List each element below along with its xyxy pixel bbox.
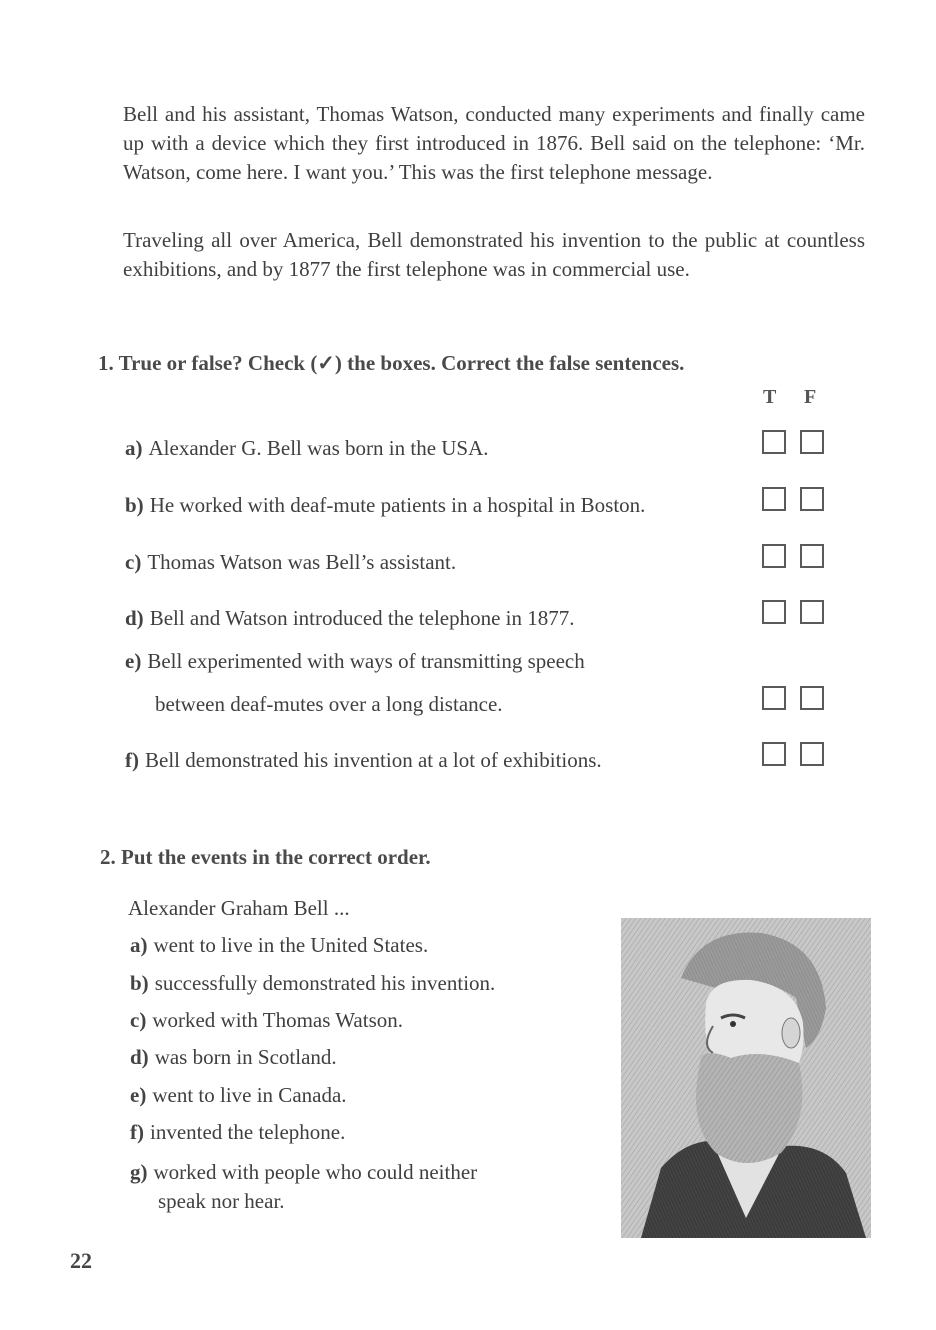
- event-f: [130, 1120, 345, 1145]
- statement-text: Bell experimented with ways of transmitting speech: [147, 649, 585, 673]
- false-checkbox-e[interactable]: [800, 686, 824, 710]
- statement-text: Thomas Watson was Bell’s assistant.: [147, 550, 457, 574]
- event-text: worked with people who could neither: [153, 1160, 478, 1184]
- page-number: 22: [70, 1248, 92, 1273]
- statement-a: [125, 436, 489, 461]
- statement-d: [125, 606, 575, 631]
- event-letter: d): [130, 1045, 149, 1069]
- true-checkbox-f[interactable]: [762, 742, 786, 766]
- statement-letter: c): [125, 550, 142, 574]
- statement-text: Bell and Watson introduced the telephone in 1877.: [149, 606, 575, 630]
- event-text: worked with Thomas Watson.: [152, 1008, 404, 1032]
- event-letter: g): [130, 1160, 148, 1184]
- statement-text: Bell demonstrated his invention at a lot of exhibitions.: [145, 748, 602, 772]
- false-checkbox-d[interactable]: [800, 600, 824, 624]
- false-checkbox-a[interactable]: [800, 430, 824, 454]
- statement-letter: e): [125, 649, 142, 673]
- reading-paragraph-1: Bell and his assistant, Thomas Watson, conducted many experiments and finally came up with a device which they first introduced in 1876. Bell said on the telephone: ‘Mr. Watson, come here. I want you.’ This was the first telephone message.: [123, 102, 865, 184]
- event-e: [130, 1083, 347, 1108]
- statement-text: Alexander G. Bell was born in the USA.: [148, 436, 489, 460]
- event-text: successfully demonstrated his invention.: [154, 971, 496, 995]
- true-checkbox-d[interactable]: [762, 600, 786, 624]
- true-column-header: T: [763, 386, 777, 408]
- true-checkbox-e[interactable]: [762, 686, 786, 710]
- statement-letter: b): [125, 493, 144, 517]
- exercise-2-title: 2. Put the events in the correct order.: [100, 845, 431, 869]
- statement-text: He worked with deaf-mute patients in a hospital in Boston.: [149, 493, 646, 517]
- event-letter: e): [130, 1083, 147, 1107]
- exercise-2-lead: Alexander Graham Bell ...: [128, 896, 350, 920]
- statement-e: [125, 649, 585, 674]
- event-letter: a): [130, 933, 148, 957]
- true-checkbox-c[interactable]: [762, 544, 786, 568]
- event-a: [130, 933, 428, 958]
- event-letter: c): [130, 1008, 147, 1032]
- statement-b: [125, 493, 645, 518]
- false-column-header: F: [804, 386, 817, 408]
- event-text: invented the telephone.: [150, 1120, 346, 1144]
- event-letter: b): [130, 971, 149, 995]
- event-g: [130, 1160, 477, 1185]
- event-d: [130, 1045, 337, 1070]
- reading-paragraph-2: Traveling all over America, Bell demonstrated his invention to the public at countless exhibitions, and by 1877 the first telephone was in commercial use.: [123, 228, 865, 281]
- event-text: went to live in Canada.: [152, 1083, 347, 1107]
- event-b: [130, 971, 495, 996]
- bell-portrait-image: [621, 918, 871, 1238]
- exercise-1-title: 1. True or false? Check (✓) the boxes. Correct the false sentences.: [98, 351, 685, 375]
- true-checkbox-a[interactable]: [762, 430, 786, 454]
- event-text: was born in Scotland.: [154, 1045, 337, 1069]
- false-checkbox-f[interactable]: [800, 742, 824, 766]
- true-checkbox-b[interactable]: [762, 487, 786, 511]
- event-text: went to live in the United States.: [153, 933, 429, 957]
- false-checkbox-c[interactable]: [800, 544, 824, 568]
- statement-letter: a): [125, 436, 143, 460]
- event-g-continuation: speak nor hear.: [158, 1189, 285, 1213]
- statement-c: [125, 550, 456, 575]
- false-checkbox-b[interactable]: [800, 487, 824, 511]
- statement-letter: f): [125, 748, 139, 772]
- event-c: [130, 1008, 403, 1033]
- statement-letter: d): [125, 606, 144, 630]
- event-letter: f): [130, 1120, 144, 1144]
- statement-f: [125, 748, 602, 773]
- statement-e-continuation: between deaf-mutes over a long distance.: [155, 692, 503, 716]
